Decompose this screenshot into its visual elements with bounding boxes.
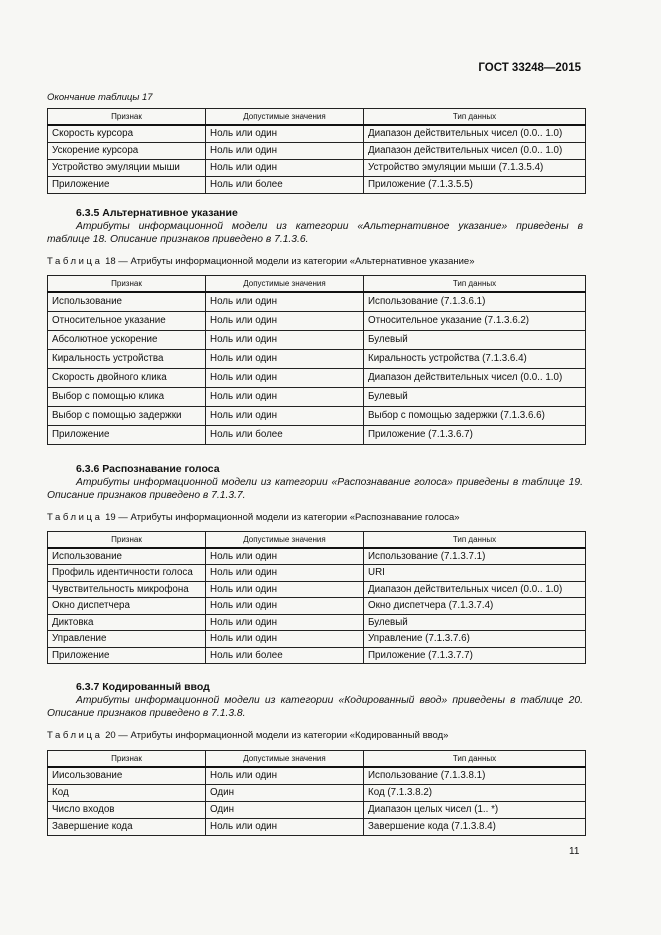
column-header-allowed-values: Допустимые значения — [206, 109, 364, 126]
allowed-values-cell: Ноль или один — [206, 330, 364, 349]
attribute-cell: Использование — [48, 292, 206, 311]
data-type-cell: Выбор с помощью задержки (7.1.3.6.6) — [364, 406, 586, 425]
paragraph-line: Описание признаков приведено в 7.1.3.7. — [47, 490, 246, 501]
table-label: Таблица — [47, 512, 103, 523]
allowed-values-cell: Ноль или один — [206, 565, 364, 582]
allowed-values-cell: Ноль или один — [206, 631, 364, 648]
table-18 — [47, 275, 586, 445]
allowed-values-cell: Ноль или один — [206, 767, 364, 784]
column-header-data-type: Тип данных — [364, 109, 586, 126]
table19-title — [47, 512, 460, 523]
attribute-cell: Устройство эмуляции мыши — [48, 159, 206, 176]
allowed-values-cell: Ноль или один — [206, 142, 364, 159]
data-type-cell: Использование (7.1.3.8.1) — [364, 767, 586, 784]
table-17 — [47, 108, 586, 194]
column-header-allowed-values: Допустимые значения — [206, 532, 364, 549]
attribute-cell: Выбор с помощью клика — [48, 387, 206, 406]
data-type-cell: Булевый — [364, 330, 586, 349]
table-label: Таблица — [47, 730, 103, 741]
allowed-values-cell: Ноль или один — [206, 614, 364, 631]
table-19 — [47, 531, 586, 664]
table-row — [48, 368, 586, 387]
allowed-values-cell: Ноль или более — [206, 425, 364, 444]
data-type-cell: Использование (7.1.3.7.1) — [364, 548, 586, 565]
column-header-attribute: Признак — [48, 751, 206, 768]
data-type-cell: Диапазон действительных чисел (0.0.. 1.0) — [364, 142, 586, 159]
data-type-cell: Окно диспетчера (7.1.3.7.4) — [364, 598, 586, 615]
attribute-cell: Завершение кода — [48, 818, 206, 835]
data-type-cell: Диапазон действительных чисел (0.0.. 1.0) — [364, 125, 586, 142]
attribute-cell: Иисользование — [48, 767, 206, 784]
table-row — [48, 614, 586, 631]
table-row — [48, 311, 586, 330]
allowed-values-cell: Ноль или один — [206, 548, 364, 565]
attribute-cell: Скорость двойного клика — [48, 368, 206, 387]
allowed-values-cell: Ноль или один — [206, 581, 364, 598]
table20-title — [47, 730, 448, 741]
attribute-cell: Число входов — [48, 801, 206, 818]
column-header-data-type: Тип данных — [364, 276, 586, 293]
table-row — [48, 330, 586, 349]
attribute-cell: Ускорение курсора — [48, 142, 206, 159]
table-row — [48, 565, 586, 582]
attribute-cell: Абсолютное ускорение — [48, 330, 206, 349]
table-title-text: 18 — Атрибуты информационной модели из категории «Альтернативное указание» — [105, 256, 475, 267]
allowed-values-cell: Ноль или один — [206, 349, 364, 368]
table-title-text: 20 — Атрибуты информационной модели из категории «Кодированный ввод» — [105, 730, 449, 741]
attribute-cell: Киральность устройства — [48, 349, 206, 368]
column-header-attribute: Признак — [48, 109, 206, 126]
table-row — [48, 767, 586, 784]
table-row — [48, 581, 586, 598]
data-type-cell: URI — [364, 565, 586, 582]
section-6-3-7-heading: 6.3.7 Кодированный ввод — [76, 681, 210, 693]
table-row — [48, 784, 586, 801]
table-row — [48, 176, 586, 193]
attribute-cell: Диктовка — [48, 614, 206, 631]
allowed-values-cell: Ноль или один — [206, 368, 364, 387]
allowed-values-cell: Ноль или один — [206, 311, 364, 330]
attribute-cell: Управление — [48, 631, 206, 648]
table-row — [48, 292, 586, 311]
table-row — [48, 647, 586, 664]
allowed-values-cell: Ноль или один — [206, 387, 364, 406]
table-row — [48, 425, 586, 444]
table-row — [48, 349, 586, 368]
column-header-data-type: Тип данных — [364, 751, 586, 768]
attribute-cell: Приложение — [48, 176, 206, 193]
attribute-cell: Окно диспетчера — [48, 598, 206, 615]
allowed-values-cell: Ноль или один — [206, 159, 364, 176]
table-label: Таблица — [47, 256, 103, 267]
data-type-cell: Булевый — [364, 387, 586, 406]
attribute-cell: Выбор с помощью задержки — [48, 406, 206, 425]
data-type-cell: Управление (7.1.3.7.6) — [364, 631, 586, 648]
allowed-values-cell: Один — [206, 801, 364, 818]
column-header-data-type: Тип данных — [364, 532, 586, 549]
data-type-cell: Диапазон действительных чисел (0.0.. 1.0) — [364, 581, 586, 598]
data-type-cell: Приложение (7.1.3.5.5) — [364, 176, 586, 193]
table-row — [48, 142, 586, 159]
paragraph-line: Атрибуты информационной модели из категории «Альтернативное указание» приведены в — [76, 221, 583, 232]
column-header-allowed-values: Допустимые значения — [206, 751, 364, 768]
document-code-header: ГОСТ 33248—2015 — [478, 62, 581, 74]
attribute-cell: Приложение — [48, 425, 206, 444]
table-row — [48, 801, 586, 818]
data-type-cell: Устройство эмуляции мыши (7.1.3.5.4) — [364, 159, 586, 176]
column-header-allowed-values: Допустимые значения — [206, 276, 364, 293]
allowed-values-cell: Ноль или один — [206, 818, 364, 835]
table-row — [48, 598, 586, 615]
data-type-cell: Булевый — [364, 614, 586, 631]
section-6-3-5-heading: 6.3.5 Альтернативное указание — [76, 207, 238, 219]
section-6-3-5-paragraph — [47, 220, 583, 246]
section-6-3-7-paragraph — [47, 694, 583, 720]
data-type-cell: Завершение кода (7.1.3.8.4) — [364, 818, 586, 835]
table-20 — [47, 750, 586, 836]
attribute-cell: Профиль идентичности голоса — [48, 565, 206, 582]
data-type-cell: Приложение (7.1.3.6.7) — [364, 425, 586, 444]
page-number: 11 — [569, 846, 580, 857]
table-row — [48, 159, 586, 176]
allowed-values-cell: Один — [206, 784, 364, 801]
data-type-cell: Диапазон целых чисел (1.. *) — [364, 801, 586, 818]
attribute-cell: Использование — [48, 548, 206, 565]
table-row — [48, 387, 586, 406]
attribute-cell: Скорость курсора — [48, 125, 206, 142]
allowed-values-cell: Ноль или один — [206, 125, 364, 142]
allowed-values-cell: Ноль или один — [206, 598, 364, 615]
allowed-values-cell: Ноль или один — [206, 292, 364, 311]
column-header-attribute: Признак — [48, 276, 206, 293]
data-type-cell: Диапазон действительных чисел (0.0.. 1.0) — [364, 368, 586, 387]
paragraph-line: Атрибуты информационной модели из категории «Распознавание голоса» приведены в таблице 19. — [76, 477, 583, 488]
section-6-3-6-heading: 6.3.6 Распознавание голоса — [76, 463, 220, 475]
table-row — [48, 631, 586, 648]
column-header-attribute: Признак — [48, 532, 206, 549]
paragraph-line: таблице 18. Описание признаков приведено в 7.1.3.6. — [47, 234, 309, 245]
attribute-cell: Приложение — [48, 647, 206, 664]
table-row — [48, 548, 586, 565]
table-row — [48, 406, 586, 425]
allowed-values-cell: Ноль или один — [206, 406, 364, 425]
data-type-cell: Использование (7.1.3.6.1) — [364, 292, 586, 311]
table17-continuation-caption: Окончание таблицы 17 — [47, 92, 153, 103]
paragraph-line: Атрибуты информационной модели из категории «Кодированный ввод» приведены в таблице 20. — [76, 695, 583, 706]
allowed-values-cell: Ноль или более — [206, 176, 364, 193]
data-type-cell: Относительное указание (7.1.3.6.2) — [364, 311, 586, 330]
paragraph-line: Описание признаков приведено в 7.1.3.8. — [47, 708, 246, 719]
allowed-values-cell: Ноль или более — [206, 647, 364, 664]
table18-title — [47, 256, 474, 267]
data-type-cell: Код (7.1.3.8.2) — [364, 784, 586, 801]
attribute-cell: Код — [48, 784, 206, 801]
data-type-cell: Киральность устройства (7.1.3.6.4) — [364, 349, 586, 368]
table-title-text: 19 — Атрибуты информационной модели из категории «Распознавание голоса» — [105, 512, 460, 523]
section-6-3-6-paragraph — [47, 476, 583, 502]
attribute-cell: Чувствительность микрофона — [48, 581, 206, 598]
data-type-cell: Приложение (7.1.3.7.7) — [364, 647, 586, 664]
table-row — [48, 818, 586, 835]
attribute-cell: Относительное указание — [48, 311, 206, 330]
table-row — [48, 125, 586, 142]
